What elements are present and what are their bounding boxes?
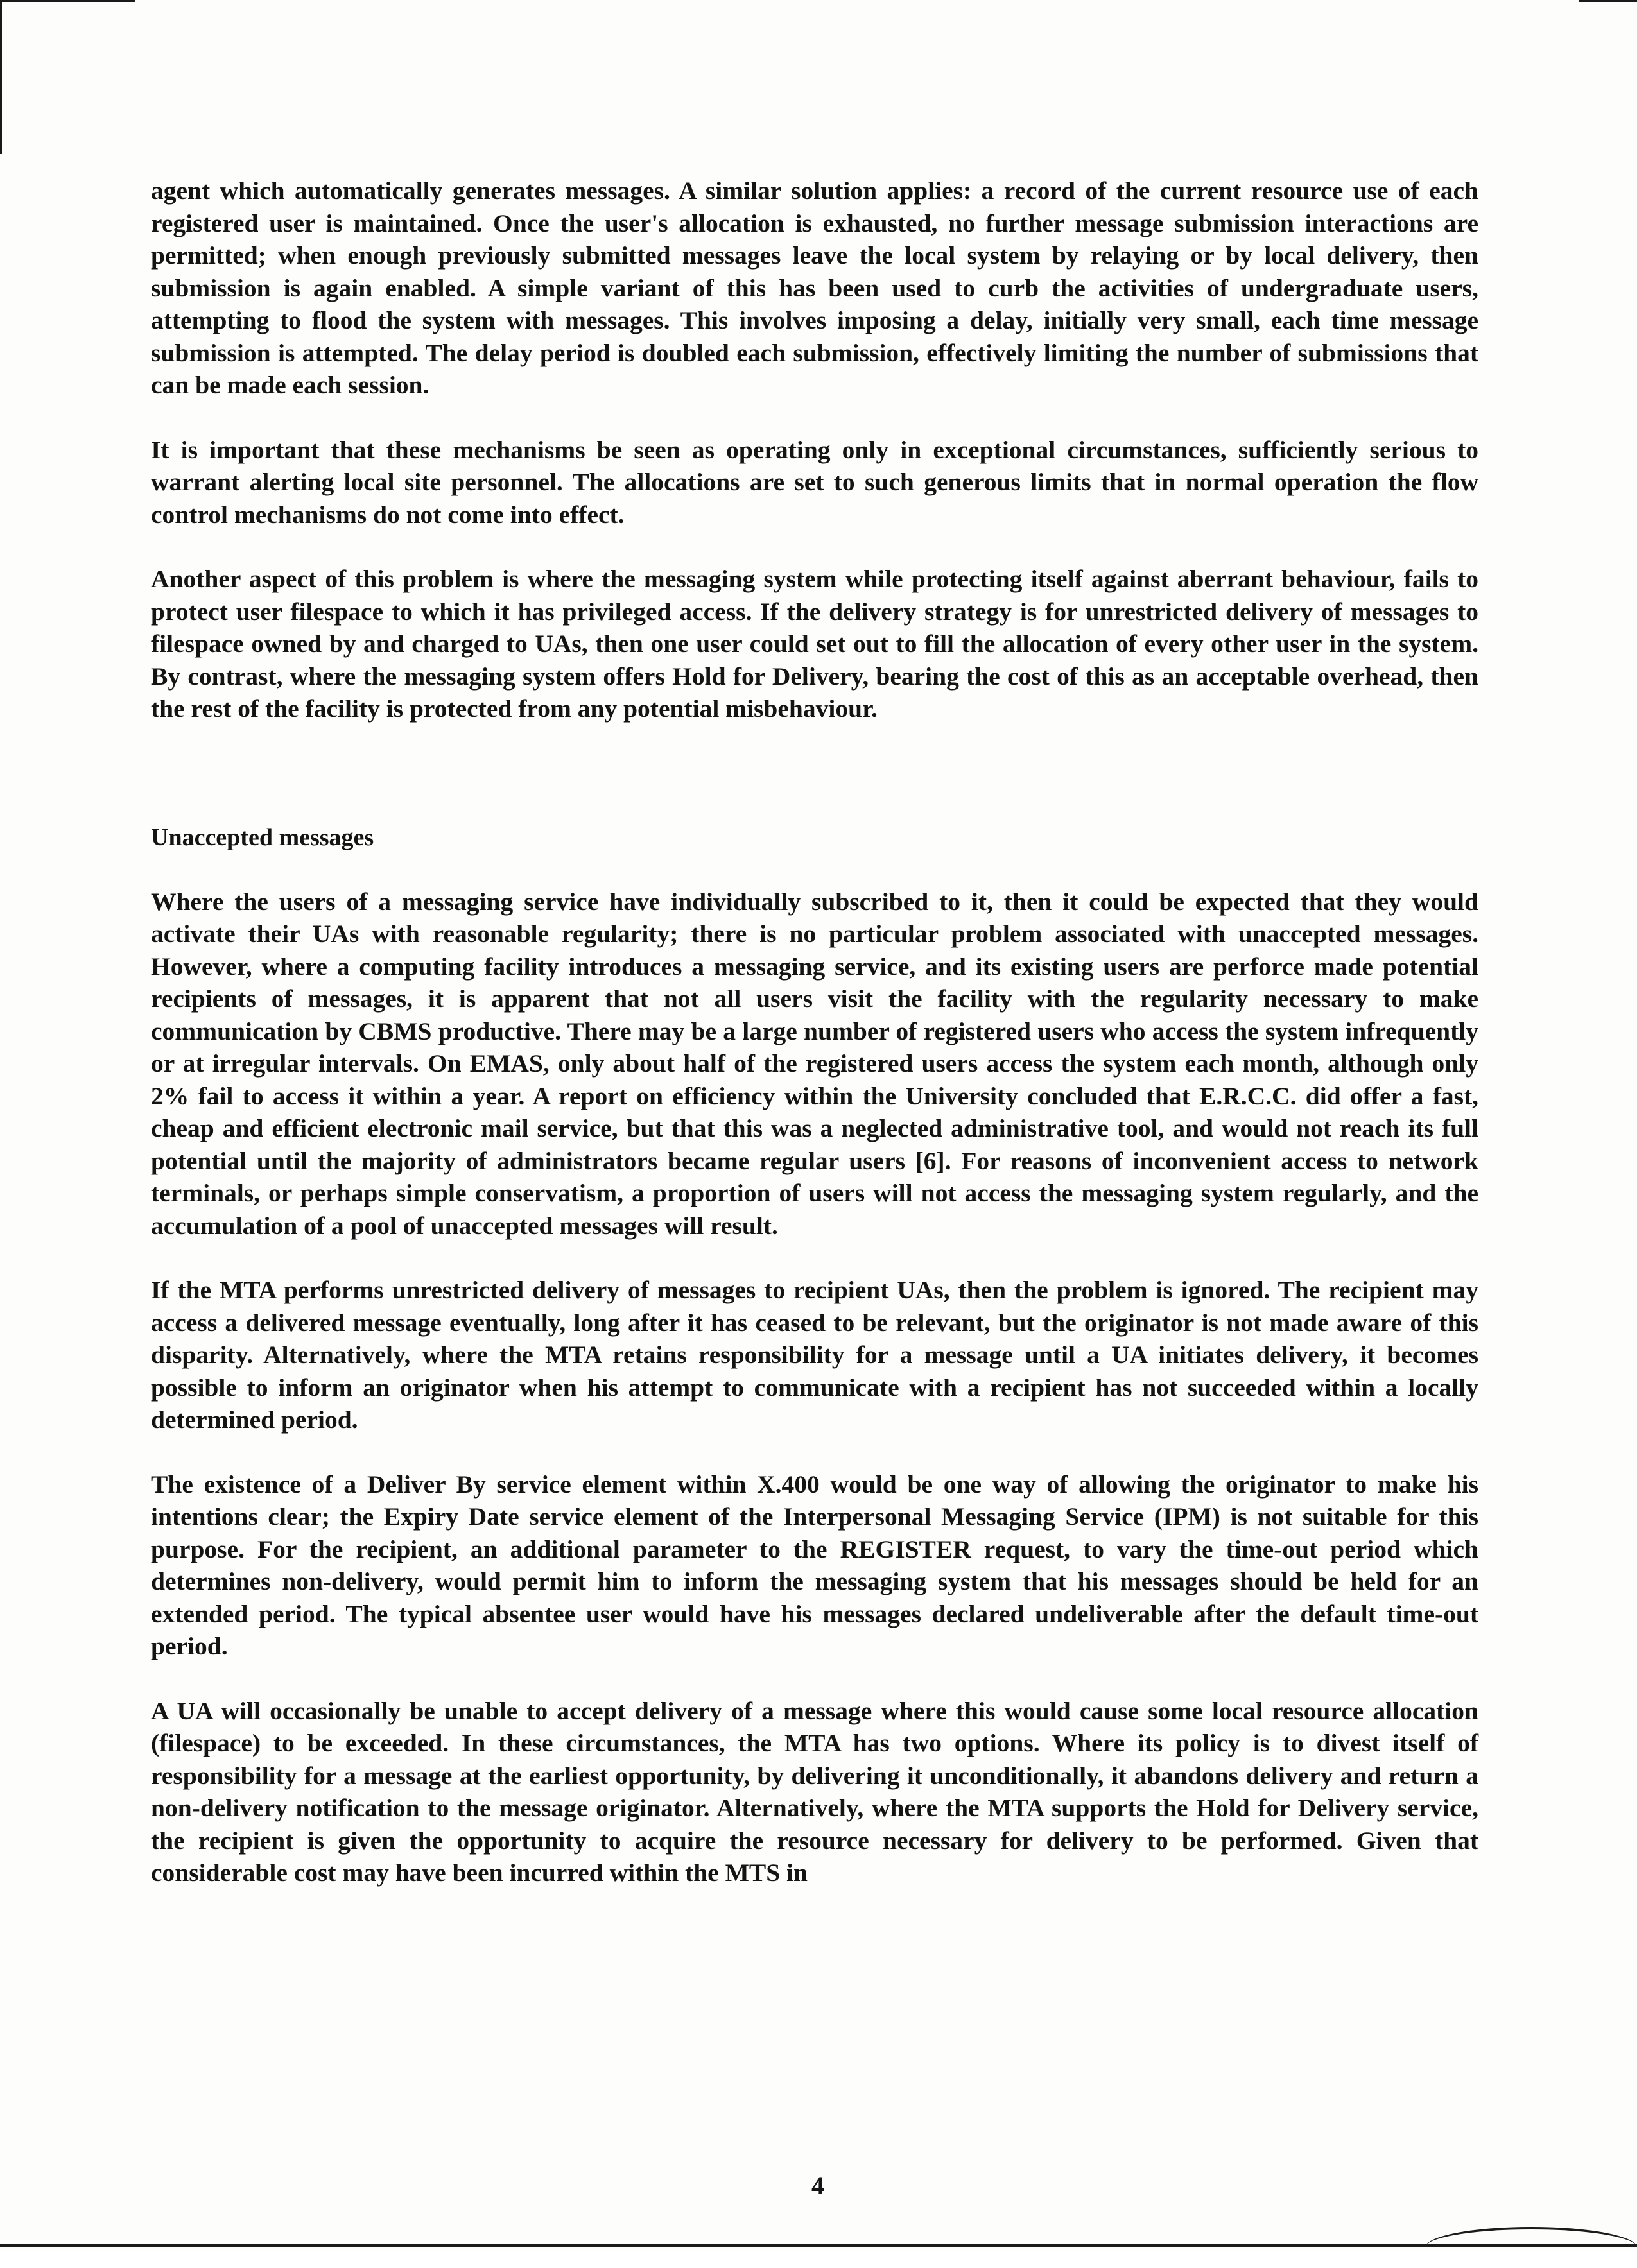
page-body [151, 175, 1478, 1889]
paragraph-deliver-by-service: The existence of a Deliver By service element within X.400 would be one way of allowing the originator to make his intentions clear; the Expiry Date service element of the Interpersonal Messaging Service (IPM) is not suitable for this purpose. For the recipient, an additional parameter to the REGISTER request, to vary the time-out period which determines non-delivery, would permit him to inform the messaging system that his messages should be held for an extended period. The typical absentee user would have his messages declared undeliverable after the default time-out period. [151, 1470, 1478, 1660]
paragraph-aberrant-behaviour: Another aspect of this problem is where the messaging system while protecting itself against aberrant behaviour, fails to protect user filespace to which it has privileged access. If the delivery strategy is for unrestricted delivery of messages to filespace owned by and charged to UAs, then one user could set out to fill the allocation of every other user in the system. By contrast, where the messaging system offers Hold for Delivery, bearing the cost of this as an acceptable overhead, then the rest of the facility is protected from any potential misbehaviour. [151, 565, 1478, 723]
paragraph-ua-unable-to-accept: A UA will occasionally be unable to accept delivery of a message where this would cause some local resource allocation (filespace) to be exceeded. In these circumstances, the MTA has two options. Where its policy is to divest itself of responsibility for a message at the earliest opportunity, by delivering it unconditionally, it abandons delivery and return a non-delivery notification to the message originator. Alternatively, where the MTA supports the Hold for Delivery service, the recipient is given the opportunity to acquire the resource necessary for delivery to be performed. Given that considerable cost may have been incurred within the MTS in [151, 1696, 1478, 1887]
page-number: 4 [811, 2171, 824, 2200]
paragraph-unaccepted-intro: Where the users of a messaging service have individually subscribed to it, then it could be expected that they would activate their UAs with reasonable regularity; there is no particular problem associated with unaccepted messages. However, where a computing facility introduces a messaging service, and its existing users are perforce made potential recipients of messages, it is apparent that not all users visit the facility with the regularity necessary to make communication by CBMS productive. There may be a large number of registered users who access the system infrequently or at irregular intervals. On EMAS, only about half of the registered users access the system each month, although only 2% fail to access it within a year. A report on efficiency within the University concluded that E.R.C.C. did offer a fast, cheap and efficient electronic mail service, but that this was a neglected administrative tool, and would not reach its full potential until the majority of administrators became regular users [6]. For reasons of inconvenient access to network terminals, or perhaps simple conservatism, a proportion of users will not access the messaging system regularly, and the accumulation of a pool of unaccepted messages will result. [151, 887, 1478, 1240]
paragraph-exceptional-circumstances: It is important that these mechanisms be seen as operating only in exceptional circumstances, sufficiently serious to warrant alerting local site personnel. The allocations are set to such generous limits that in normal operation the flow control mechanisms do not come into effect. [151, 435, 1478, 529]
scan-edge-line-bottom [0, 2244, 1637, 2247]
section-heading: Unaccepted messages [151, 823, 374, 851]
paragraph-resource-allocation: agent which automatically generates messages. A similar solution applies: a record of the current resource use of each registered user is maintained. Once the user's allocation is exhausted, no further message submission interactions are permitted; when enough previously submitted messages leave the local system by relaying or by local delivery, then submission is again enabled. A simple variant of this has been used to curb the activities of undergraduate users, attempting to flood the system with messages. This involves imposing a delay, initially very small, each time message submission is attempted. The delay period is doubled each submission, effectively limiting the number of submissions that can be made each session. [151, 176, 1478, 399]
paragraph-mta-unrestricted-delivery: If the MTA performs unrestricted delivery of messages to recipient UAs, then the problem is ignored. The recipient may access a delivered message eventually, long after it has ceased to be relevant, but the originator is not made aware of this disparity. Alternatively, where the MTA retains responsibility for a message until a UA initiates delivery, it becomes possible to inform an originator when his attempt to communicate with a recipient has not succeeded within a locally determined period. [151, 1276, 1478, 1434]
scan-edge-line-top-left [0, 0, 135, 2]
scan-edge-curl [1425, 2227, 1637, 2268]
scan-edge-line-left [0, 0, 2, 154]
scan-edge-line-top-right [1579, 0, 1637, 2]
